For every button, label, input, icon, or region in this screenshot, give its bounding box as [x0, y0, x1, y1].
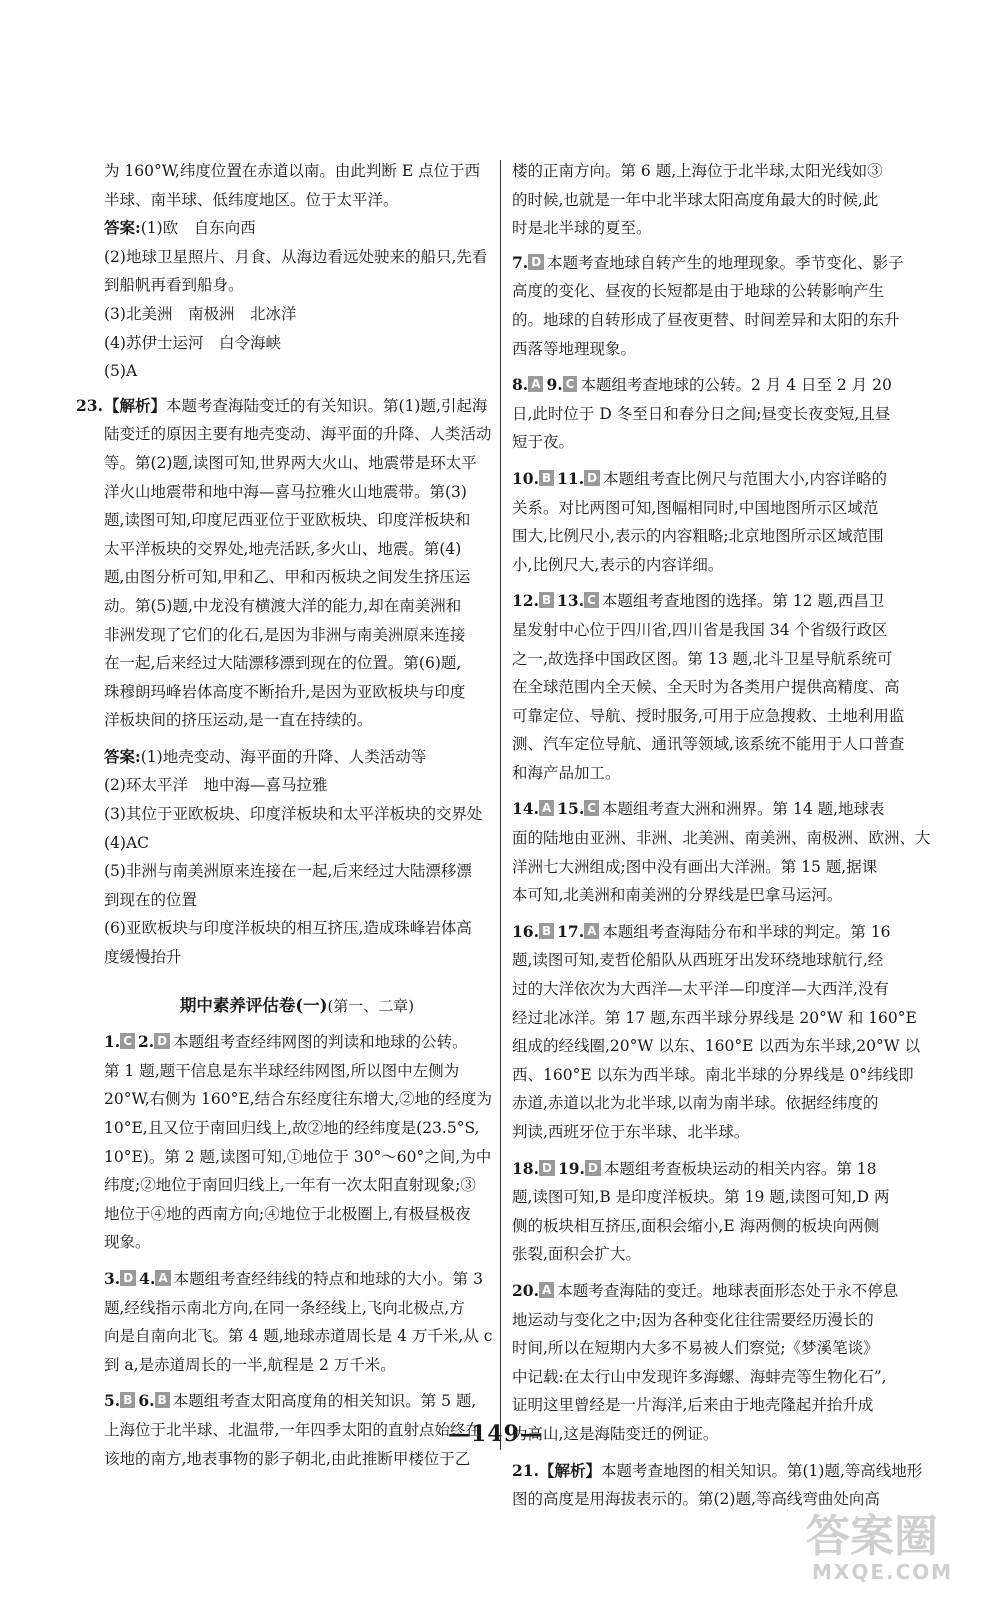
answer-tag: A: [539, 800, 554, 816]
text-line: 洋洲七大洲组成;图中没有画出大洋洲。第 15 题,据课: [512, 857, 878, 876]
text-line: 可靠定位、导航、授时服务,可用于应急搜救、土地利用监: [512, 706, 905, 725]
question-number: 23.: [76, 395, 103, 415]
answer-label: 答案:: [104, 746, 141, 766]
text-line: 本题组考查大洲和洲界。第 14 题,地球表: [602, 800, 885, 819]
question-number: 11.: [557, 468, 585, 488]
text-line: 本题考查海陆变迁的有关知识。第(1)题,引起海: [166, 396, 488, 415]
question-20: [512, 1277, 898, 1449]
question-number: 10.: [512, 468, 539, 488]
question-number: 12.: [512, 591, 539, 611]
question-3-4: [104, 1265, 493, 1379]
question-number: 13.: [557, 591, 585, 611]
right-intro: [512, 157, 898, 243]
text-line: 地运动与变化之中;因为各种变化往往需要经历漫长的: [512, 1310, 874, 1329]
column-divider: [500, 160, 501, 1450]
text-line: 侧的板块相互挤压,面积会缩小,E 海两侧的板块向两侧: [512, 1216, 880, 1235]
question-number: 7.: [512, 252, 529, 272]
answer-tag: B: [120, 1392, 135, 1408]
text-line: 本题组考查地球的公转。2 月 4 日至 2 月 20: [580, 376, 892, 395]
answer-tag: B: [155, 1392, 170, 1408]
text-line: 洋火山地震带和地中海—喜马拉雅火山地震带。第(3): [104, 482, 467, 501]
answer-line: (1)欧 自东向西: [140, 219, 256, 238]
text-line: 西落等地理现象。: [512, 339, 637, 358]
text-line: 题,读图可知,印度尼西亚位于亚欧板块、印度洋板块和: [104, 511, 471, 530]
question-23: [76, 392, 492, 735]
section-title: [104, 992, 490, 1021]
text-line: 赤道,赤道以北为北半球,以南为南半球。依据经纬度的: [512, 1094, 879, 1113]
text-line: 题,由图分析可知,甲和乙、甲和丙板块之间发生挤压运: [104, 568, 471, 587]
text-line: 星发射中心位于四川省,四川省是我国 34 个省级行政区: [512, 620, 888, 639]
answer-line: (1)地壳变动、海平面的升降、人类活动等: [140, 747, 427, 766]
right-column: [512, 157, 931, 1522]
answer-tag: D: [584, 470, 600, 486]
answer-tag: A: [155, 1270, 170, 1286]
question-number: 16.: [512, 921, 539, 941]
analysis-label: 【解析】: [104, 395, 167, 415]
left-intro: [104, 157, 490, 214]
text-line: 上海位于北半球、北温带,一年四季太阳的直射点始终在: [104, 1420, 481, 1439]
text-line: 纬度;②地位于南回归线上,一年有一次太阳直射现象;③: [104, 1176, 476, 1195]
text-line: 本可知,北美洲和南美洲的分界线是巴拿马运河。: [512, 886, 843, 905]
text-line: 到 a,是赤道周长的一半,航程是 2 万千米。: [104, 1355, 396, 1374]
section-title-text: 期中素养评估卷(一): [179, 995, 328, 1015]
text-line: 本题考查地图的相关知识。第(1)题,等高线地形: [600, 1461, 923, 1480]
question-8-9: [512, 371, 898, 457]
answer-line: 度缓慢抬升: [104, 948, 182, 967]
answer-line: (3)北美洲 南极洲 北冰洋: [104, 304, 297, 323]
question-number: 4.: [139, 1268, 156, 1288]
text-line: 等。第(2)题,读图可知,世界两大火山、地震带是环太平: [104, 453, 477, 472]
text-line: 证明这里曾经是一片海洋,后来由于地壳隆起并抬升成: [512, 1396, 874, 1415]
text-line: 的。地球的自转形成了昼夜更替、时间差异和太阳的东升: [512, 310, 900, 329]
question-number: 3.: [104, 1268, 121, 1288]
text-line: 时是北半球的夏至。: [512, 219, 652, 238]
question-18-19: [512, 1155, 898, 1269]
answer-line: (4)苏伊士运河 白令海峡: [104, 333, 281, 352]
text-line: 组成的经线圈,20°W 以东、160°E 以西为东半球,20°W 以: [512, 1037, 921, 1056]
text-line: 判读,西班牙位于东半球、北半球。: [512, 1123, 750, 1141]
text-line: 本题组考查经纬网图的判读和地球的公转。: [173, 1033, 468, 1052]
text-line: 太平洋板块的交界处,地壳活跃,多火山、地震。第(4): [104, 539, 462, 558]
text-line: 向是自南向北飞。第 4 题,地球赤道周长是 4 万千米,从 c: [104, 1327, 493, 1346]
text-line: 珠穆朗玛峰岩体高度不断抬升,是因为亚欧板块与印度: [104, 682, 466, 701]
section-subtitle: (第一、二章): [327, 996, 415, 1015]
text-line: 之一,故选择中国政区图。第 13 题,北斗卫星导航系统可: [512, 649, 893, 668]
answer-line: (4)AC: [104, 833, 150, 852]
question-1-2: [104, 1028, 493, 1257]
answer-line: 到船帆再看到船身。: [104, 276, 244, 295]
text-line: 在全球范围内全天候、全天时为各类用户提供高精度、高: [512, 678, 900, 697]
text-line: 西、160°E 以东为西半球。南北半球的分界线是 0°纬线即: [512, 1065, 914, 1084]
answer-line: (6)亚欧板块与印度洋板块的相互挤压,造成珠峰岩体高: [104, 919, 472, 938]
answer-tag: A: [584, 923, 599, 939]
text-line: 图的高度是用海拔表示的。第(2)题,等高线弯曲处向高: [512, 1490, 880, 1509]
answer-tag: A: [539, 1282, 554, 1298]
question-5-6: [104, 1387, 490, 1473]
text-line: 测、汽车定位导航、通讯等领域,该系统不能用于人口普查: [512, 735, 905, 754]
text-line: 的时候,也就是一年中北半球太阳高度角最大的时候,此: [512, 190, 879, 209]
answer-tag: C: [120, 1033, 135, 1049]
text-line: 日,此时位于 D 冬至日和春分日之间;昼变长夜变短,且昼: [512, 404, 891, 423]
text-line: 本题组考查经纬线的特点和地球的大小。第 3: [173, 1269, 483, 1288]
answer-label: 答案:: [104, 218, 141, 238]
text-line: 本题考查地球自转产生的地理现象。季节变化、影子: [547, 253, 904, 272]
text-line: 本题组考查地图的选择。第 12 题,西昌卫: [601, 592, 885, 611]
answer-tag: D: [528, 254, 544, 270]
text-line: 题,经线指示南北方向,在同一条经线上,飞向北极点,方: [104, 1298, 465, 1317]
question-number: 19.: [557, 1158, 585, 1178]
text-line: 围大,比例尺小,表示的内容粗略;北京地图所示区域范围: [512, 527, 884, 546]
analysis-label: 【解析】: [538, 1460, 601, 1480]
text-line: 面的陆地由亚洲、非洲、北美洲、南美洲、南极洲、欧洲、大: [512, 829, 931, 848]
answer-tag: D: [585, 1160, 601, 1176]
text-line: 本题组考查海陆分布和半球的判定。第 16: [602, 922, 891, 941]
text-line: 过的大洋依次为大西洋—太平洋—印度洋—大西洋,没有: [512, 980, 889, 999]
text-line: 高度的变化、昼夜的长短都是由于地球的公转影响产生: [512, 282, 885, 301]
left-column: [76, 157, 493, 1481]
text-line: 现象。: [104, 1233, 151, 1252]
text-line: 10°E,且又位于南回归线上,故②地的经纬度是(23.5°S,: [104, 1119, 480, 1137]
answer-tag: D: [120, 1270, 136, 1286]
text-line: 张裂,面积会扩大。: [512, 1245, 641, 1264]
answer-tag: A: [528, 376, 543, 392]
page-number: —149—: [448, 1421, 543, 1447]
question-number: 21.: [512, 1460, 539, 1480]
text-line: 本题组考查比例尺与范围大小,内容详略的: [603, 469, 887, 488]
question-12-13: [512, 587, 905, 787]
text-line: 第 1 题,题干信息是东半球经纬网图,所以图中左侧为: [104, 1061, 460, 1080]
question-number: 5.: [104, 1391, 121, 1411]
question-number: 17.: [557, 921, 585, 941]
answer-line: (2)环太平洋 地中海—喜马拉雅: [104, 776, 328, 795]
question-number: 6.: [138, 1391, 155, 1411]
text-line: 时间,所以在短期内大多不易被人们察觉;《梦溪笔谈》: [512, 1339, 879, 1358]
text-line: 非洲发现了它们的化石,是因为非洲与南美洲原来连接: [104, 625, 466, 644]
question-number: 9.: [546, 375, 563, 395]
answer-line: (3)其位于亚欧板块、印度洋板块和太平洋板块的交界处: [104, 805, 483, 824]
answer-tag: C: [584, 800, 599, 816]
text-line: 洋板块间的挤压运动,是一直在持续的。: [104, 711, 373, 730]
question-number: 18.: [512, 1158, 539, 1178]
text-line: 为 160°W,纬度位置在赤道以南。由此判断 E 点位于西: [104, 162, 481, 180]
answer-23: [104, 743, 490, 972]
answer-tag: B: [539, 592, 554, 608]
text-line: 半球、南半球、低纬度地区。位于太平洋。: [104, 190, 399, 209]
text-line: 楼的正南方向。第 6 题,上海位于北半球,太阳光线如③: [512, 162, 883, 180]
answer-line: 到现在的位置: [104, 890, 198, 909]
question-16-17: [512, 918, 921, 1147]
watermark-url: MXQE.COM: [812, 1560, 954, 1584]
text-line: 短于夜。: [512, 433, 575, 452]
text-line: 题,读图可知,麦哲伦船队从西班牙出发环绕地球航行,经: [512, 951, 884, 970]
question-number: 2.: [138, 1032, 155, 1052]
answer-line: (2)地球卫星照片、月食、从海边看远处驶来的船只,先看: [104, 247, 488, 266]
text-line: 陆变迁的原因主要有地壳变动、海平面的升降、人类活动: [104, 425, 492, 444]
answer-tag: C: [584, 592, 599, 608]
answer-tag: B: [539, 923, 554, 939]
question-number: 14.: [512, 799, 539, 819]
answer-22: [104, 214, 490, 386]
answer-tag: C: [563, 376, 578, 392]
text-line: 关系。对比两图可知,图幅相同时,中国地图所示区域范: [512, 498, 879, 517]
answer-line: (5)非洲与南美洲原来连接在一起,后来经过大陆漂移漂: [104, 862, 472, 881]
question-number: 15.: [557, 799, 585, 819]
text-line: 经过北冰洋。第 17 题,东西半球分界线是 20°W 和 160°E: [512, 1008, 917, 1027]
text-line: 本题考查海陆的变迁。地球表面形态处于永不停息: [557, 1281, 899, 1300]
text-line: 小,比例尺大,表示的内容详细。: [512, 555, 724, 574]
question-10-11: [512, 465, 898, 579]
text-line: 本题组考查板块运动的相关内容。第 18: [603, 1159, 877, 1178]
text-line: 地位于④地的西南方向;④地位于北极圈上,有极昼极夜: [104, 1204, 471, 1223]
text-line: 20°W,右侧为 160°E,结合东经度往东增大,②地的经度为: [104, 1090, 493, 1109]
answer-tag: D: [539, 1160, 555, 1176]
question-number: 20.: [512, 1280, 539, 1300]
answer-line: (5)A: [104, 362, 138, 381]
question-number: 8.: [512, 375, 529, 395]
answer-tag: B: [539, 470, 554, 486]
text-line: 该地的南方,地表事物的影子朝北,由此推断甲楼位于乙: [104, 1449, 471, 1468]
question-7: [512, 249, 904, 363]
question-14-15: [512, 795, 931, 909]
text-line: 为高山,这是海陆变迁的例证。: [512, 1424, 719, 1443]
text-line: 在一起,后来经过大陆漂移漂到现在的位置。第(6)题,: [104, 654, 462, 673]
watermark-logo: 答案圈: [806, 1511, 938, 1562]
answer-tag: D: [154, 1033, 170, 1049]
text-line: 动。第(5)题,中龙没有横渡大洋的能力,却在南美洲和: [104, 596, 462, 615]
text-line: 和海产品加工。: [512, 763, 621, 782]
text-line: 中记载:在太行山中发现许多海螺、海蚌壳等生物化石”,: [512, 1367, 887, 1386]
text-line: 本题组考查太阳高度角的相关知识。第 5 题,: [172, 1392, 477, 1411]
text-line: 10°E)。第 2 题,读图可知,①地位于 30°～60°之间,为中: [104, 1147, 492, 1166]
question-number: 1.: [104, 1032, 121, 1052]
text-line: 题,读图可知,B 是印度洋板块。第 19 题,读图可知,D 两: [512, 1188, 890, 1207]
